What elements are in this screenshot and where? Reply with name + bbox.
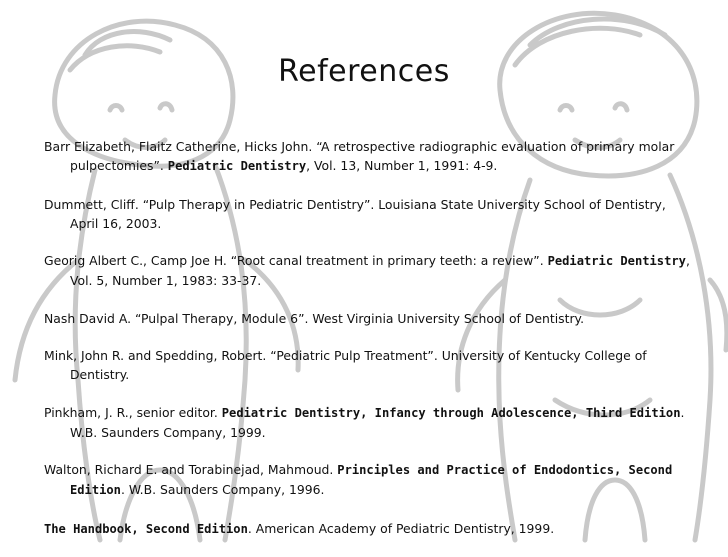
reference-item — [44, 403, 694, 442]
reference-text: . W.B. Saunders Company, 1996. — [120, 482, 325, 497]
reference-item — [44, 195, 694, 233]
reference-source-title: Principles and Practice of Endodontics, Second Edition — [70, 463, 673, 497]
reference-text: . W.B. Saunders Company, 1999. — [70, 404, 685, 440]
reference-source-title: The Handbook, Second Edition — [44, 521, 248, 536]
reference-item — [44, 346, 694, 384]
reference-text: Pinkham, J. R., senior editor. — [44, 404, 222, 420]
reference-item — [44, 309, 694, 328]
reference-text: . American Academy of Pediatric Dentistry, 1999. — [247, 520, 555, 536]
reference-source-title: Pediatric Dentistry, Infancy through Adolescence, Third Edition — [221, 405, 681, 420]
reference-text: Dummett, Cliff. “Pulp Therapy in Pediatric Dentistry”. Louisiana State University School of Dentistry, April 16, 2003. — [44, 196, 666, 231]
reference-text: Barr Elizabeth, Flaitz Catherine, Hicks John. “A retrospective radiographic evaluation of primary molar pulpectomies”. — [44, 139, 675, 173]
reference-text: Walton, Richard E. and Torabinejad, Mahmoud. — [44, 462, 338, 477]
reference-source-title: Pediatric Dentistry — [167, 159, 307, 173]
reference-item — [44, 519, 694, 539]
slide-title: References — [278, 54, 450, 89]
reference-text: Georig Albert C., Camp Joe H. “Root canal treatment in primary teeth: a review”. — [44, 253, 548, 268]
reference-text: Mink, John R. and Spedding, Robert. “Pediatric Pulp Treatment”. University of Kentucky College of Dentistry. — [44, 348, 647, 382]
reference-item — [44, 251, 694, 290]
reference-source-title: Pediatric Dentistry — [547, 254, 686, 268]
reference-text: , Vol. 5, Number 1, 1983: 33-37. — [70, 253, 690, 288]
references-list — [44, 137, 694, 557]
reference-item — [44, 137, 694, 176]
reference-text: , Vol. 13, Number 1, 1991: 4-9. — [306, 158, 498, 173]
reference-text: Nash David A. “Pulpal Therapy, Module 6”. West Virginia University School of Dentistry. — [44, 310, 585, 326]
reference-item — [44, 460, 694, 500]
